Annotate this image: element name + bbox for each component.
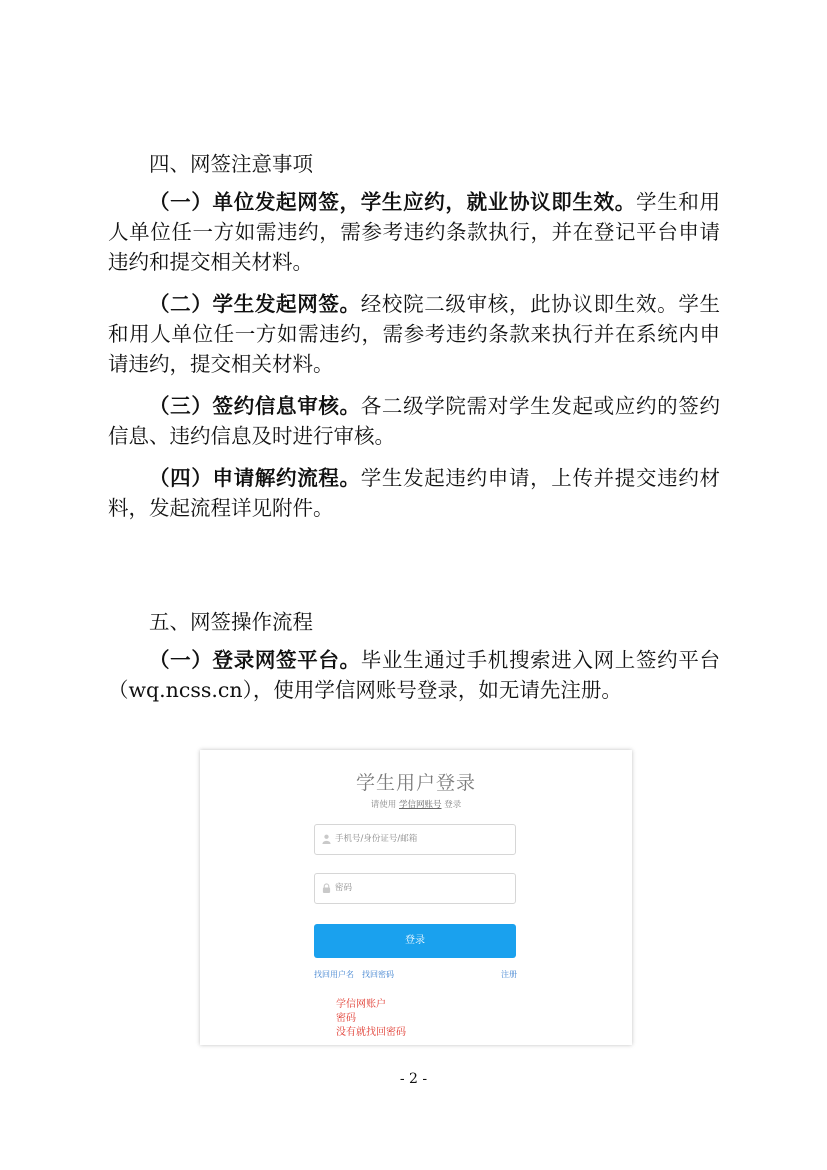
section-heading: 五、网签操作流程 (149, 610, 313, 634)
find-password-link[interactable]: 找回密码 (362, 970, 394, 979)
annotation-note: 学信网账户 (336, 999, 386, 1010)
lock-icon (322, 883, 331, 893)
paragraph-lead: （一）单位发起网签，学生应约，就业协议即生效。 (149, 190, 636, 214)
user-icon (322, 834, 331, 844)
page-number: - 2 - (399, 1071, 428, 1087)
subtitle-suffix: 登录 (441, 800, 462, 810)
annotation-note: 密码 (336, 1013, 356, 1024)
section-four (108, 149, 720, 523)
section-heading: 四、网签注意事项 (149, 152, 313, 176)
login-button[interactable]: 登录 (314, 924, 516, 958)
paragraph (108, 289, 720, 379)
paragraph-lead: （二）学生发起网签。 (149, 292, 361, 316)
paragraph-body: 毕业生通过手机搜索进入网上签约平台（wq.ncss.cn），使用学信网账号登录，如无请先注册。 (108, 648, 721, 702)
paragraph-body: 学生和用人单位任一方如需违约，需参考违约条款执行，并在登记平台申请违约和提交相关材料。 (108, 190, 721, 274)
password-field[interactable] (314, 873, 516, 904)
annotation-note: 没有就找回密码 (336, 1027, 406, 1038)
login-screenshot (200, 750, 632, 1045)
paragraph (108, 187, 720, 277)
section-five (108, 607, 720, 705)
paragraph-body: 经校院二级审核，此协议即生效。学生和用人单位任一方如需违约，需参考违约条款来执行并在系统内申请违约，提交相关材料。 (108, 292, 721, 376)
paragraph (108, 645, 720, 705)
paragraph-lead: （三）签约信息审核。 (149, 394, 361, 418)
find-username-link[interactable]: 找回用户名 (314, 970, 354, 979)
paragraph-lead: （一）登录网签平台。 (149, 648, 361, 672)
subtitle-account-link[interactable]: 学信网账号 (398, 800, 442, 810)
username-field[interactable] (314, 824, 516, 855)
login-title: 学生用户登录 (355, 772, 476, 794)
paragraph (108, 391, 720, 451)
password-placeholder: 密码 (335, 883, 353, 893)
register-link[interactable]: 注册 (501, 970, 517, 979)
paragraph-body: 学生发起违约申请，上传并提交违约材料，发起流程详见附件。 (108, 466, 721, 520)
paragraph (108, 463, 720, 523)
paragraph-lead: （四）申请解约流程。 (149, 466, 361, 490)
paragraph-body: 各二级学院需对学生发起或应约的签约信息、违约信息及时进行审核。 (108, 394, 721, 448)
subtitle-prefix: 请使用 (370, 800, 399, 810)
username-placeholder: 手机号/身份证号/邮箱 (335, 834, 418, 844)
login-subtitle (200, 798, 632, 810)
